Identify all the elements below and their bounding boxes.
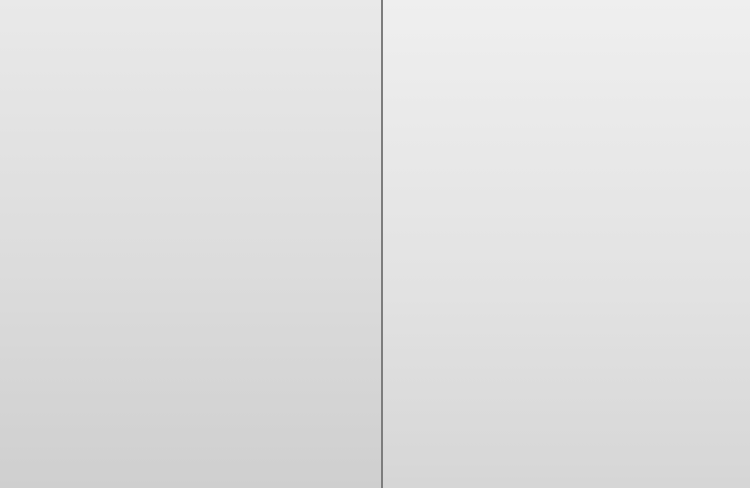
sandwiches-header: [110, 24, 310, 31]
menu-right-page: [383, 0, 750, 488]
